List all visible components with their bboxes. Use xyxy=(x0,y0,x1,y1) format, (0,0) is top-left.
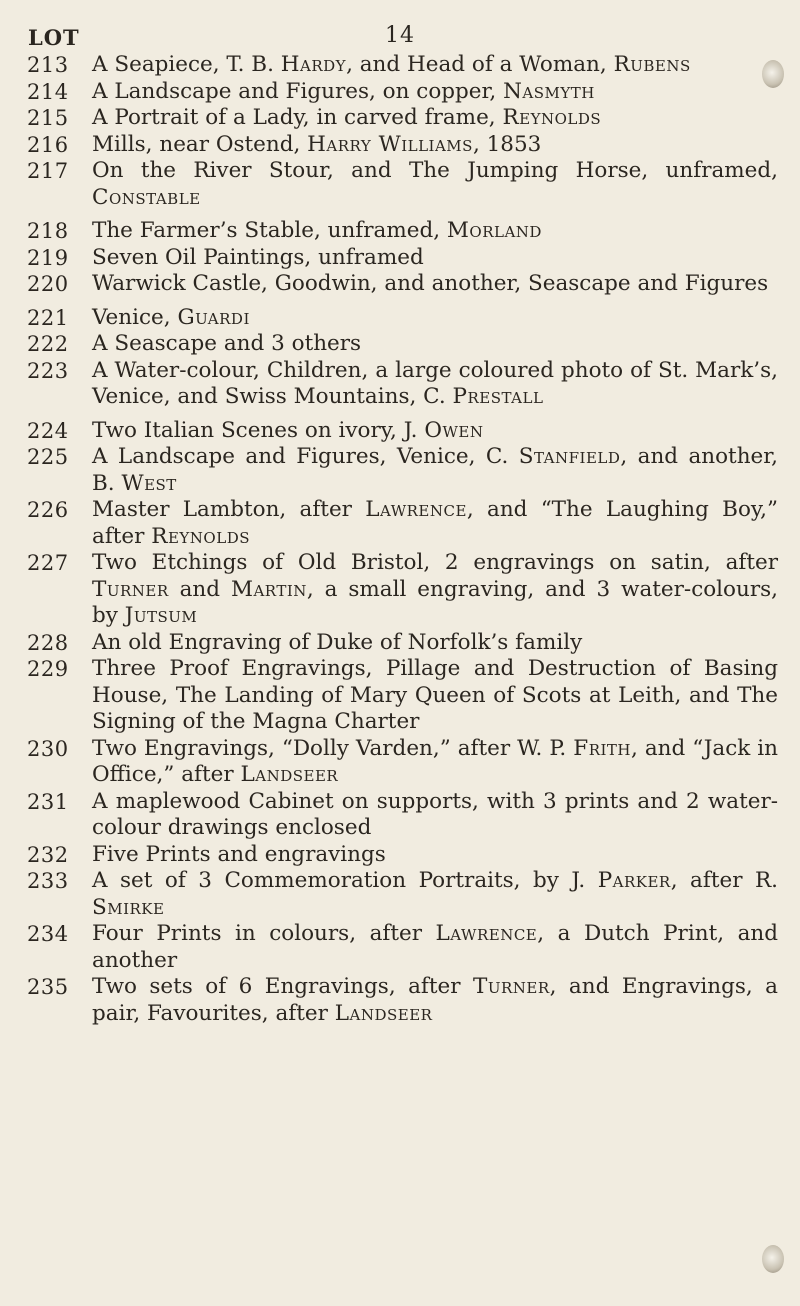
lot-number: 215 xyxy=(27,106,69,130)
lot-number: 227 xyxy=(27,551,69,575)
lot-text: Venice, xyxy=(92,304,178,330)
lot-number: 232 xyxy=(27,842,69,867)
lot-description xyxy=(92,418,790,445)
lot-text: , a Dutch Print, and another xyxy=(92,921,778,973)
lot-text: Three Proof Engravings, Pillage and Destruction of Basing House, The Landing of Mary Queen of Scots at Leith, and The Signing of the Magna Charter xyxy=(92,656,778,734)
lot-text: and xyxy=(168,576,231,602)
lot-number: 233 xyxy=(27,869,69,893)
lot-text: A set of 3 Commemoration Portraits, by J. xyxy=(92,868,598,893)
artist-name: Turner xyxy=(472,974,550,999)
lot-description xyxy=(92,305,790,332)
lot-entry xyxy=(0,842,790,869)
lot-number: 234 xyxy=(27,922,69,946)
lot-entry xyxy=(0,418,790,445)
lot-entry xyxy=(0,974,790,1027)
lot-entry xyxy=(0,105,790,132)
lot-number: 216 xyxy=(27,132,69,157)
lot-description xyxy=(92,271,790,298)
lot-number: 220 xyxy=(27,272,69,296)
lot-list xyxy=(0,52,790,1027)
artist-name: Constable xyxy=(92,184,201,210)
lot-number: 224 xyxy=(27,418,69,443)
lot-text: A Landscape and Figures, on copper, xyxy=(92,78,504,104)
lot-number: 221 xyxy=(27,305,69,330)
lot-entry xyxy=(0,921,790,974)
lot-description xyxy=(92,550,790,630)
lot-text: Master Lambton, after xyxy=(92,497,366,522)
lot-number: 235 xyxy=(27,975,69,999)
lot-description xyxy=(92,736,790,789)
lot-number: 231 xyxy=(27,789,69,814)
lot-text: , 1853 xyxy=(472,131,542,157)
lot-description xyxy=(92,630,790,657)
lot-description xyxy=(92,974,790,1027)
artist-name: Stanfield xyxy=(518,444,621,469)
lot-text: On the River Stour, and The Jumping Horse, unframed, xyxy=(92,158,778,183)
artist-name: Harry Williams xyxy=(307,131,473,157)
lot-entry xyxy=(0,331,790,358)
lot-text: A Seascape and 3 others xyxy=(92,331,362,356)
artist-name: Parker xyxy=(597,868,671,893)
lot-entry xyxy=(0,305,790,332)
artist-name: Morland xyxy=(446,218,542,243)
lot-description xyxy=(92,132,790,159)
lot-text: Two sets of 6 Engravings, after xyxy=(92,974,473,999)
lot-column-header: LOT xyxy=(28,25,80,50)
artist-name: West xyxy=(121,470,177,496)
lot-description xyxy=(92,921,790,974)
lot-number: 228 xyxy=(27,630,69,655)
lot-number: 213 xyxy=(27,53,69,77)
lot-number: 229 xyxy=(27,657,69,681)
lot-entry xyxy=(0,868,790,921)
lot-description xyxy=(92,358,790,411)
artist-name: Prestall xyxy=(452,384,544,409)
lot-text: A Landscape and Figures, Venice, C. xyxy=(92,444,519,469)
lot-number: 223 xyxy=(27,358,69,383)
lot-description xyxy=(92,218,790,245)
lot-number: 225 xyxy=(27,445,69,469)
artist-name: Owen xyxy=(424,417,484,443)
artist-name: Reynolds xyxy=(502,105,602,130)
lot-entry xyxy=(0,358,790,411)
lot-text: , and another, B. xyxy=(92,444,779,496)
lot-text: , after R. xyxy=(670,868,778,893)
lot-number: 222 xyxy=(27,332,69,356)
artist-name: Landseer xyxy=(334,1000,433,1026)
artist-name: Nasmyth xyxy=(503,78,595,104)
artist-name: Smirke xyxy=(92,894,165,920)
lot-text: Two Italian Scenes on ivory, J. xyxy=(92,417,425,443)
lot-text: Two Etchings of Old Bristol, 2 engravings on satin, after xyxy=(92,550,778,575)
artist-name: Frith xyxy=(573,735,632,761)
lot-text: A Portrait of a Lady, in carved frame, xyxy=(92,105,503,130)
lot-number: 230 xyxy=(27,736,69,761)
lot-number: 218 xyxy=(27,219,69,243)
lot-text: A maplewood Cabinet on supports, with 3 prints and 2 water-colour drawings enclosed xyxy=(92,788,778,840)
lot-description xyxy=(92,245,790,272)
lot-description xyxy=(92,842,790,869)
lot-entry xyxy=(0,656,790,736)
lot-description xyxy=(92,789,790,842)
artist-name: Rubens xyxy=(613,52,691,77)
lot-entry xyxy=(0,158,790,211)
artist-name: Hardy xyxy=(280,52,347,77)
lot-entry xyxy=(0,444,790,497)
lot-number: 226 xyxy=(27,498,69,522)
lot-text: Warwick Castle, Goodwin, and another, Seascape and Figures xyxy=(92,271,769,296)
lot-number: 214 xyxy=(27,79,69,104)
lot-description xyxy=(92,105,790,132)
lot-entry xyxy=(0,789,790,842)
lot-description xyxy=(92,79,790,106)
lot-text: , a small engraving, and 3 water-colours, by xyxy=(92,576,778,628)
lot-description xyxy=(92,331,790,358)
lot-number: 217 xyxy=(27,159,69,183)
lot-entry xyxy=(0,736,790,789)
lot-text: , and Engravings, a pair, Favourites, after xyxy=(92,974,778,1026)
lot-text: , and Head of a Woman, xyxy=(346,52,614,77)
lot-text: Seven Oil Paintings, unframed xyxy=(92,244,424,270)
artist-name: Reynolds xyxy=(151,523,250,549)
lot-entry xyxy=(0,132,790,159)
lot-entry xyxy=(0,550,790,630)
artist-name: Martin xyxy=(230,576,307,602)
lot-entry xyxy=(0,79,790,106)
lot-description xyxy=(92,497,790,550)
lot-text: , and “Jack in Office,” after xyxy=(92,735,779,787)
lot-text: Four Prints in colours, after xyxy=(92,921,436,946)
lot-description xyxy=(92,444,790,497)
lot-text: An old Engraving of Duke of Norfolk’s family xyxy=(92,629,583,655)
page-number: 14 xyxy=(385,23,415,48)
lot-text: Mills, near Ostend, xyxy=(92,131,308,157)
lot-text: A Seapiece, T. B. xyxy=(92,52,281,77)
lot-description xyxy=(92,656,790,736)
artist-name: Jutsum xyxy=(124,603,198,628)
lot-entry xyxy=(0,245,790,272)
lot-number: 219 xyxy=(27,245,69,270)
punch-hole-mark xyxy=(762,1245,784,1273)
lot-entry xyxy=(0,218,790,245)
artist-name: Turner xyxy=(92,576,169,602)
lot-entry xyxy=(0,271,790,298)
lot-text: A Water-colour, Children, a large coloured photo of St. Mark’s, Venice, and Swiss Mountains, C. xyxy=(92,357,778,409)
lot-text: The Farmer’s Stable, unframed, xyxy=(92,218,447,243)
lot-description xyxy=(92,158,790,211)
lot-description xyxy=(92,52,790,79)
lot-text: , and “The Laughing Boy,” after xyxy=(92,497,779,549)
lot-entry xyxy=(0,497,790,550)
artist-name: Guardi xyxy=(177,304,250,330)
artist-name: Landseer xyxy=(240,762,339,787)
artist-name: Lawrence xyxy=(435,921,538,946)
lot-entry xyxy=(0,52,790,79)
lot-description xyxy=(92,868,790,921)
lot-text: Two Engravings, “Dolly Varden,” after W. P. xyxy=(92,735,574,761)
artist-name: Lawrence xyxy=(365,497,467,522)
lot-entry xyxy=(0,630,790,657)
lot-text: Five Prints and engravings xyxy=(92,841,386,867)
